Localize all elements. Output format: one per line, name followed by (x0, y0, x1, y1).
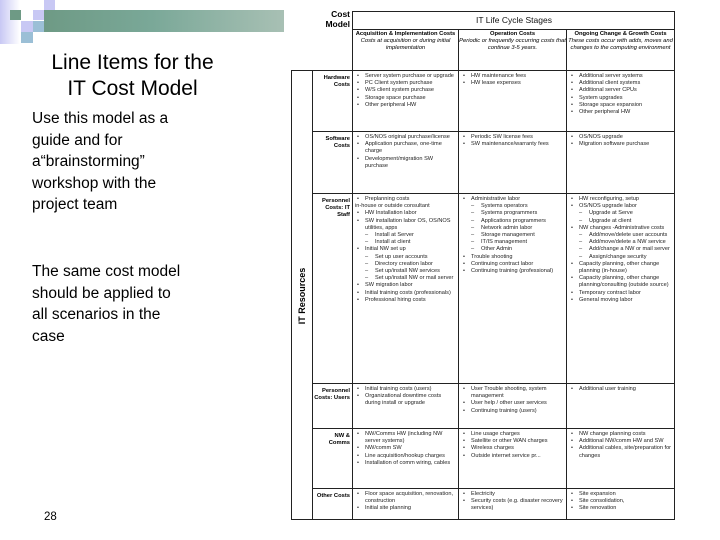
list-item: • Continuing contract labor (461, 261, 565, 268)
cell-personnel-users-operation (461, 386, 565, 428)
title-line-2: IT Cost Model (67, 77, 198, 100)
list-item: • NW changes -Administrative costs (569, 225, 673, 232)
cell-hardware-acquisition (355, 73, 457, 131)
bullet-list (355, 196, 457, 304)
bullet-list (355, 73, 457, 109)
decor-square-green (10, 10, 21, 20)
bullet-list (461, 134, 565, 148)
list-item: • Line usage charges (461, 431, 565, 438)
it-resources-label: IT Resources (296, 267, 307, 324)
list-item: – Other Admin (461, 246, 565, 253)
title-line-1: Line Items for the (51, 51, 214, 74)
list-item: – Install at Server (355, 232, 457, 239)
cell-nw-comms-operation (461, 431, 565, 488)
list-item: – Set up/install NW or mail server (355, 275, 457, 282)
cell-personnel-users-acquisition (355, 386, 457, 428)
life-cycle-title: IT Life Cycle Stages (476, 15, 552, 25)
cell-other-acquisition (355, 491, 457, 519)
list-item: – Network admin labor (461, 225, 565, 232)
cell-other-operation (461, 491, 565, 519)
cell-personnel-it-change (569, 196, 673, 383)
bullet-list (355, 431, 457, 467)
list-item: – Set up user accounts (355, 254, 457, 261)
cell-nw-comms-acquisition (355, 431, 457, 488)
bullet-list (355, 386, 457, 408)
list-item: • Application purchase, one-time charge (355, 141, 457, 155)
list-item: • Migration software purchase (569, 141, 673, 148)
bullet-list (569, 196, 673, 304)
cell-software-change (569, 134, 673, 193)
cell-hardware-operation (461, 73, 565, 131)
list-item: – Upgrade at Serve (569, 210, 673, 217)
list-item: • Additional NW/comm HW and SW (569, 438, 673, 445)
list-item: • Capacity planning, other change planning/consulting (outside source) (569, 275, 673, 289)
cell-personnel-users-change (569, 386, 673, 428)
cell-other-change (569, 491, 673, 519)
list-item: – Set up/install NW services (355, 268, 457, 275)
cost-model-label: Cost Model (325, 9, 350, 29)
column-header-operation: Operation Costs Periodic or frequently occurring costs that continue 3-5 years. (459, 31, 566, 51)
bullet-list (355, 134, 457, 170)
cell-software-operation (461, 134, 565, 193)
list-item: • Additional cables, site/preparation for changes (569, 445, 673, 459)
list-item: • HW reconfiguring, setup (569, 196, 673, 203)
bullet-list (569, 386, 673, 393)
list-item: • Other peripheral HW (355, 102, 457, 109)
decor-square-lavender (44, 0, 55, 10)
list-item: – IT/IS management (461, 239, 565, 246)
body-paragraph-2: The same cost model should be applied to all scenarios in the case (32, 263, 181, 345)
list-item: • SW maintenance/warranty fees (461, 141, 565, 148)
decor-square-blue (21, 32, 33, 43)
list-item: in-house or outside consultant (355, 203, 430, 210)
list-item: • OS/NOS upgrade labor (569, 203, 673, 210)
list-item: • System upgrades (569, 95, 673, 102)
list-item: • Security costs (e.g. disaster recovery services) (461, 498, 565, 512)
cell-personnel-it-acquisition (355, 196, 457, 383)
slide-title (20, 50, 245, 102)
column-header-acquisition: Acquisition & Implementation Costs Costs at acquisition or during initial implementation (355, 31, 456, 51)
list-item: • Electricity (461, 491, 565, 498)
bullet-list (569, 491, 673, 513)
list-item: • Installation of comm wiring, cables (355, 460, 457, 467)
list-item: • Initial training costs (users) (355, 386, 457, 393)
list-item: • OS/NOS original purchase/license (355, 134, 457, 141)
list-item: – Add/change a NW or mail server (569, 246, 673, 253)
list-item: • Additional server CPUs (569, 87, 673, 94)
list-item: • W/S client system purchase (355, 87, 457, 94)
decor-square-blue (33, 21, 44, 32)
list-item: – Upgrade at client (569, 218, 673, 225)
bullet-list (569, 134, 673, 148)
cell-personnel-it-operation (461, 196, 565, 383)
list-item: • Additional client systems (569, 80, 673, 87)
list-item: • Site consolidation, (569, 498, 673, 505)
list-item: • General moving labor (569, 297, 673, 304)
list-item: – Systems operators (461, 203, 565, 210)
bullet-list (461, 491, 565, 513)
cell-software-acquisition (355, 134, 457, 193)
list-item: • Floor space acquisition, renovation, construction (355, 491, 457, 505)
header-gradient-bar (44, 10, 284, 32)
list-item: – Install at client (355, 239, 457, 246)
list-item: • Wireless charges (461, 445, 565, 452)
list-item: • Satellite or other WAN charges (461, 438, 565, 445)
list-item: • Organizational downtime costs during install or upgrade (355, 393, 457, 407)
list-item: – Directory creation labor (355, 261, 457, 268)
list-item: • Initial site planning (355, 505, 457, 512)
bullet-list (461, 431, 565, 460)
list-item: • Capacity planning, other change planning (in-house) (569, 261, 673, 275)
list-item: • PC Client system purchase (355, 80, 457, 87)
decor-square-lavender (21, 21, 33, 32)
list-item: • Outside internet service pr... (461, 453, 565, 460)
list-item: • NW/comm SW (355, 445, 457, 452)
bullet-list (461, 386, 565, 415)
list-item: • NW/Comms HW (including NW server systems) (355, 431, 457, 445)
list-item: • User help / other user services (461, 400, 565, 407)
list-item: – Storage management (461, 232, 565, 239)
bullet-list (355, 491, 457, 513)
column-header-change-growth: Ongoing Change & Growth Costs These costs occur with adds, moves and changes to the computing environment (568, 31, 673, 51)
list-item: • Preplanning costs (355, 196, 457, 203)
list-item: • Temporary contract labor (569, 290, 673, 297)
list-item: – Systems programmers (461, 210, 565, 217)
list-item: • Other peripheral HW (569, 109, 673, 116)
list-item: • Development/migration SW purchase (355, 156, 457, 170)
row-label-nw-comms: NW & Comms (328, 433, 350, 447)
bullet-list (461, 73, 565, 87)
list-item: • Professional hiring costs (355, 297, 457, 304)
row-label-personnel-it: Personnel Costs: IT Staff (321, 198, 350, 219)
list-item: • NW change planning costs (569, 431, 673, 438)
list-item: • Continuing training (users) (461, 408, 565, 415)
list-item: • Initial training costs (professionals) (355, 290, 457, 297)
list-item: • Additional user training (569, 386, 673, 393)
decor-square-lavender (33, 10, 44, 20)
list-item: • SW installation labor OS, OS/NOS utilities, apps (355, 218, 457, 232)
list-item: – Assign/change security (569, 254, 673, 261)
list-item: • HW lease expenses (461, 80, 565, 87)
list-item: • Additional server systems (569, 73, 673, 80)
list-item: • Storage space expansion (569, 102, 673, 109)
list-item: • OS/NOS upgrade (569, 134, 673, 141)
list-item: • SW migration labor (355, 282, 457, 289)
row-label-other: Other Costs (316, 493, 350, 499)
list-item: • User Trouble shooting, system management (461, 386, 565, 400)
list-item: – Add/move/delete a NW service (569, 239, 673, 246)
list-item: – Add/move/delete user accounts (569, 232, 673, 239)
list-item: • Site renovation (569, 505, 673, 512)
bullet-list (569, 73, 673, 116)
row-label-software: Software Costs (325, 136, 350, 150)
body-paragraph-1: Use this model as a guide and for a“brainstorming” workshop with the project team (32, 110, 169, 214)
list-item: • Periodic SW license fees (461, 134, 565, 141)
list-item: • Line acquisition/hookup charges (355, 453, 457, 460)
page-number: 28 (44, 511, 57, 523)
list-item: • Server system purchase or upgrade (355, 73, 457, 80)
list-item: • Storage space purchase (355, 95, 457, 102)
list-item: • Site expansion (569, 491, 673, 498)
decor-square-lavender (0, 0, 20, 44)
row-label-personnel-users: Personnel Costs: Users (314, 388, 350, 402)
list-item: • Initial NW set up (355, 246, 457, 253)
list-item: • HW Installation labor (355, 210, 457, 217)
list-item: – Applications programmers (461, 218, 565, 225)
list-item: • Continuing training (professional) (461, 268, 565, 275)
list-item: • Trouble shooting (461, 254, 565, 261)
row-label-hardware: Hardware Costs (323, 75, 350, 89)
bullet-list (461, 196, 565, 275)
bullet-list (569, 431, 673, 460)
cell-nw-comms-change (569, 431, 673, 488)
list-item: • HW maintenance fees (461, 73, 565, 80)
cell-hardware-change (569, 73, 673, 131)
list-item: • Administrative labor (461, 196, 565, 203)
cost-model-table (291, 11, 675, 520)
